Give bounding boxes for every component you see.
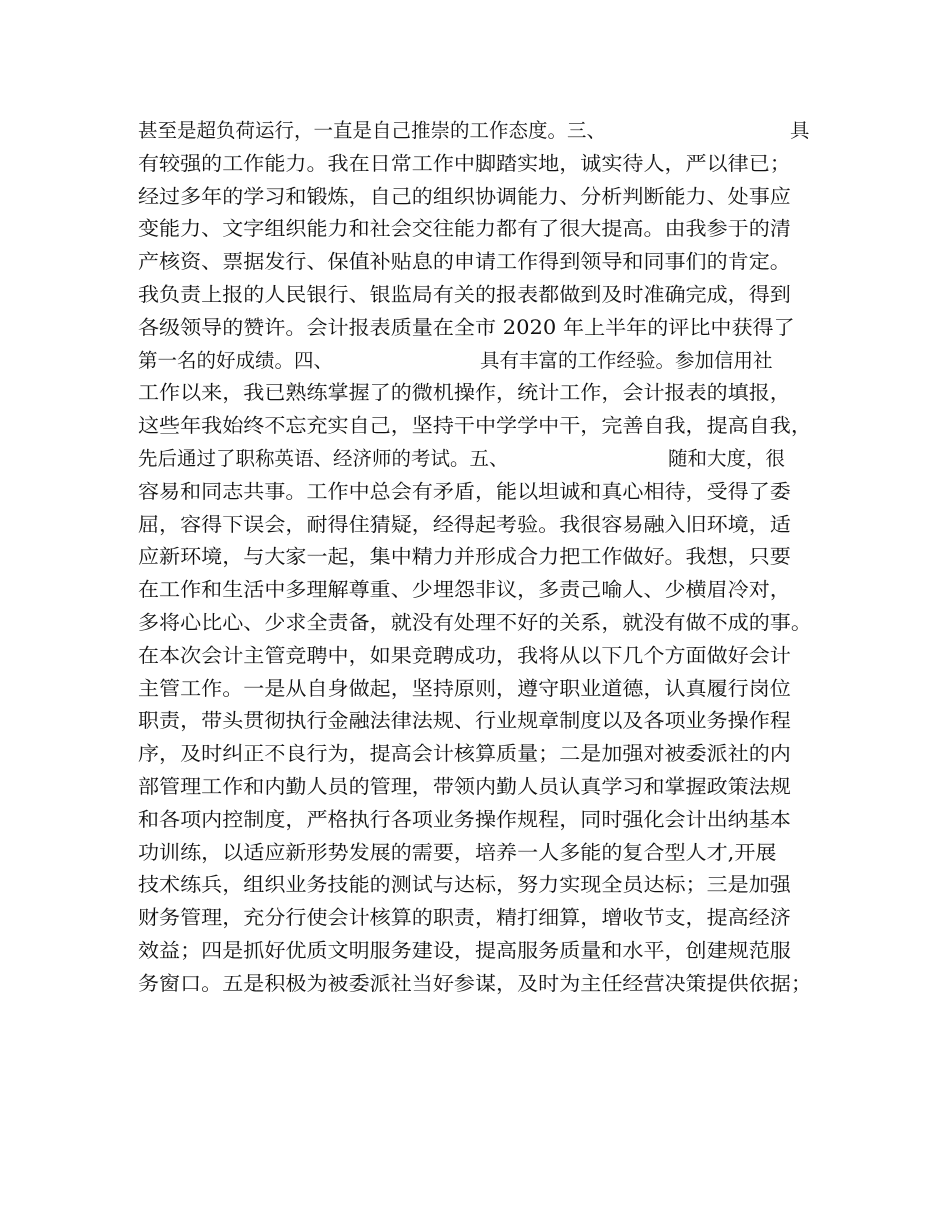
text-segment: 序，及时纠正不良行为，提高会计核算质量；二是加强对被委派社的内 — [138, 742, 791, 766]
text-line — [138, 410, 828, 442]
text-line — [138, 640, 828, 672]
text-line — [138, 574, 828, 606]
text-line — [138, 148, 828, 180]
text-line — [138, 738, 828, 770]
text-segment: 容易和同志共事。工作中总会有矛盾，能以坦诚和真心相待，受得了委 — [138, 479, 791, 503]
text-line — [138, 213, 828, 245]
text-line — [138, 607, 828, 639]
text-segment: 应新环境，与大家一起，集中精力并形成合力把工作做好。我想，只要 — [138, 545, 791, 569]
text-line — [138, 837, 828, 869]
text-segment: 功训练，以适应新形势发展的需要，培养一人多能的复合型人才,开展 — [138, 840, 777, 864]
text-segment: 具有丰富的工作经验。参加信用社 — [480, 348, 773, 372]
text-segment: 工作以来，我已熟练掌握了的微机操作，统计工作，会计报表的填报， — [138, 381, 791, 405]
text-segment: 效益；四是抓好优质文明服务建设，提高服务质量和水平，创建规范服 — [138, 939, 791, 962]
text-segment: 有较强的工作能力。我在日常工作中脚踏实地，诚实待人，严以律已； — [138, 151, 791, 175]
text-line — [138, 115, 828, 147]
text-line — [138, 902, 828, 934]
text-line — [138, 869, 828, 901]
text-line — [138, 509, 828, 541]
text-line — [138, 476, 828, 508]
text-line — [138, 541, 828, 573]
text-segment: 产核资、票据发行、保值补贴息的申请工作得到领导和同事们的肯定。 — [138, 250, 791, 274]
text-segment: 在工作和生活中多理解尊重、少埋怨非议，多责己喻人、少横眉冷对， — [138, 578, 791, 602]
text-segment: 在本次会计主管竞聘中，如果竞聘成功，我将从以下几个方面做好会计 — [138, 643, 791, 667]
text-line — [138, 771, 828, 803]
text-segment: 职责，带头贯彻执行金融法律法规、行业规章制度以及各项业务操作程 — [138, 709, 791, 733]
text-line — [138, 935, 828, 967]
text-segment: 变能力、文字组织能力和社会交往能力都有了很大提高。由我参于的清 — [138, 217, 791, 241]
text-line — [138, 345, 828, 377]
text-segment: 我负责上报的人民银行、银监局有关的报表都做到及时准确完成，得到 — [138, 283, 791, 306]
text-segment: 先后通过了职称英语、经济师的考试。五、 — [138, 447, 509, 470]
text-segment: 主管工作。一是从自身做起，坚持原则，遵守职业道德，认真履行岗位 — [138, 676, 791, 700]
text-line — [138, 804, 828, 836]
text-segment: 具 — [790, 119, 810, 142]
text-line — [138, 246, 828, 278]
text-line — [138, 673, 828, 705]
text-segment: 技术练兵，组织业务技能的测试与达标，努力实现全员达标；三是加强 — [138, 873, 791, 897]
text-segment: 这些年我始终不忘充实自己，坚持干中学学中干，完善自我，提高自我， — [138, 414, 812, 438]
text-segment: 多将心比心、少求全责备，就没有处理不好的关系，就没有做不成的事。 — [138, 611, 812, 634]
text-line — [138, 705, 828, 737]
text-segment: 第一名的好成绩。四、 — [138, 348, 334, 372]
text-segment: 务窗口。五是积极为被委派社当好参谋，及时为主任经营决策提供依据； — [138, 971, 812, 995]
text-line — [138, 181, 828, 213]
text-line — [138, 312, 828, 344]
text-segment: 经过多年的学习和锻炼，自己的组织协调能力、分析判断能力、处事应 — [138, 184, 791, 208]
text-line — [138, 968, 828, 1000]
text-line — [138, 443, 828, 475]
text-line — [138, 377, 828, 409]
text-segment: 财务管理，充分行使会计核算的职责，精打细算，增收节支，提高经济 — [138, 906, 791, 930]
text-segment: 随和大度，很 — [668, 447, 786, 470]
text-segment: 甚至是超负荷运行，一直是自己推崇的工作态度。三、 — [138, 119, 607, 142]
text-segment: 屈，容得下误会，耐得住猜疑，经得起考验。我很容易融入旧环境，适 — [138, 512, 791, 536]
text-line — [138, 279, 828, 311]
text-segment: 各级领导的赞许。会计报表质量在全市 2020 年上半年的评比中获得了 — [138, 315, 795, 339]
text-segment: 部管理工作和内勤人员的管理，带领内勤人员认真学习和掌握政策法规 — [138, 775, 791, 798]
text-segment: 和各项内控制度，严格执行各项业务操作规程，同时强化会计出纳基本 — [138, 807, 791, 831]
